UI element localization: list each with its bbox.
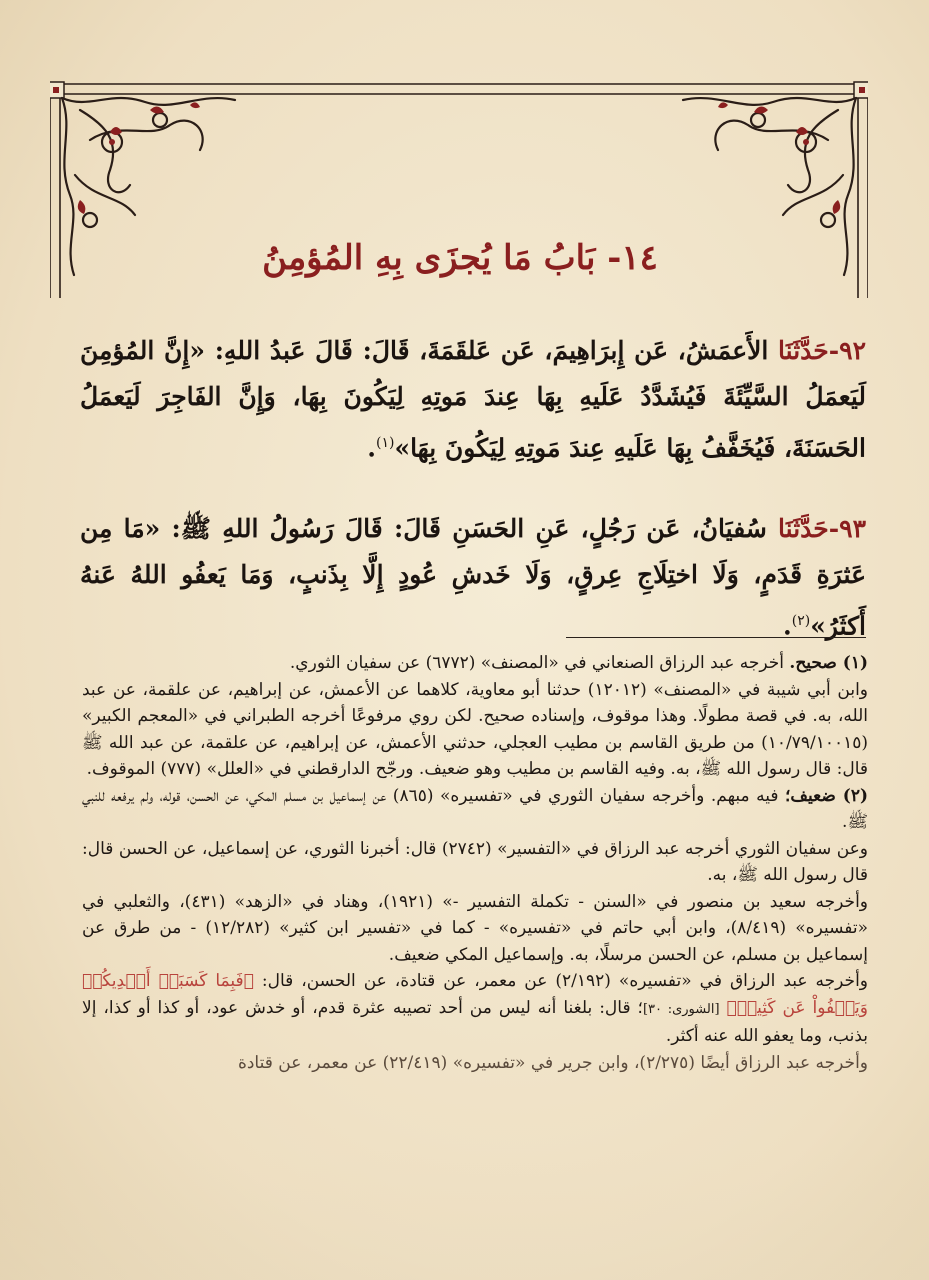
- hadith-narration-word: حَدَّثَنَا: [778, 514, 829, 543]
- chapter-title: ١٤- بَابُ مَا يُجزَى بِهِ المُؤمِنُ: [262, 238, 658, 278]
- hadith-text: سُفيَانُ، عَن رَجُلٍ، عَنِ الحَسَنِ قَالَ: قَالَ رَسُولُ اللهِ ﷺ: «مَا مِن عَثرَةِ قَدَمٍ، وَلَا اختِلَاجِ عِرقٍ، وَلَا خَدشِ عُودٍ إِلَّا بِذَنبٍ، وَمَا يَعفُو اللهُ عَنهُ أَكثَرُ»: [80, 514, 866, 641]
- footnote-1-body: وابن أبي شيبة في «المصنف» (١٢٠١٢) حدثنا أبو معاوية، كلاهما عن الأعمش، عن إبراهيم، عن علقمة، عن عبد الله، به. في قصة مطولًا. وهذا موقوف، وإسناده صحيح. لكن روي مرفوعًا أخرجه الطبراني في «المعجم الكبير» (١٠/٧٩/١٠٠١٥) من طريق القاسم بن مطيب العجلي، حدثني الأعمش، عن إبراهيم، عن علقمة، عن عبد الله ﷺ قال: قال رسول الله ﷺ، به. وفيه القاسم بن مطيب وهو ضعيف. ورجّح الدارقطني في «العلل» (٧٧٧) الموقوف.: [82, 679, 869, 779]
- verse-reference: [الشورى: ٣٠]: [642, 1001, 720, 1017]
- quran-verse: ﴿فَبِمَا كَسَبَتۡ أَيۡدِيكُمۡ وَيَعۡفُواْ عَن كَثِيرٖ﴾: [82, 971, 868, 1018]
- hadith-92: ٩٢-حَدَّثَنَا الأَعمَشُ، عَن إِبرَاهِيمَ، عَن عَلقَمَةَ، قَالَ: قَالَ عَبدُ اللهِ: «إِنَّ المُؤمِنَ لَيَعمَلُ السَّيِّئَةَ فَيُشَدَّدُ عَلَيهِ بِهَا عِندَ مَوتِهِ لِيَكُونَ بِهَا، وَإِنَّ الفَاجِرَ لَيَعمَلُ الحَسَنَةَ، فَيُخَفَّفُ بِهَا عَلَيهِ عِندَ مَوتِهِ لِيَكُونَ بِهَا»$^{(١)}$.: [80, 336, 866, 463]
- footnote-text: أخرجه عبد الرزاق الصنعاني في «المصنف» (٦٧٧٢) عن سفيان الثوري.: [289, 653, 784, 673]
- footnote-ref: (٢): [791, 613, 811, 629]
- hadith-narration-word: حَدَّثَنَا: [778, 336, 829, 365]
- hadith-number: ٩٢-: [828, 336, 866, 365]
- page-edge-shadow: [0, 1150, 929, 1280]
- footnote-text: قال: بلغنا أنه ليس من أحد تصيبه عثرة قدم، أو خدش عود، أو كذا أو كذا، إلا بذنب، وما يعفو الله عنه أكثر.: [82, 997, 868, 1046]
- hadith-93: ٩٣-حَدَّثَنَا سُفيَانُ، عَن رَجُلٍ، عَنِ الحَسَنِ قَالَ: قَالَ رَسُولُ اللهِ ﷺ: «مَا مِن عَثرَةِ قَدَمٍ، وَلَا اختِلَاجِ عِرقٍ، وَلَا خَدشِ عُودٍ إِلَّا بِذَنبٍ، وَمَا يَعفُو اللهُ عَنهُ أَكثَرُ»$^{(٢)}$.: [80, 514, 866, 641]
- footnote-1-line-1: [82, 650, 868, 677]
- footnote-2-grade: (٢) ضعيف؛: [785, 785, 869, 806]
- hadith-text: الأَعمَشُ، عَن إِبرَاهِيمَ، عَن عَلقَمَةَ، قَالَ: قَالَ عَبدُ اللهِ: «إِنَّ المُؤمِنَ لَيَعمَلُ السَّيِّئَةَ فَيُشَدَّدُ عَلَيهِ بِهَا عِندَ مَوتِهِ لِيَكُونَ بِهَا، وَإِنَّ الفَاجِرَ لَيَعمَلُ الحَسَنَةَ، فَيُخَفَّفُ بِهَا عَلَيهِ عِندَ مَوتِهِ لِيَكُونَ بِهَا»: [80, 336, 866, 463]
- footnote-divider: [566, 637, 866, 638]
- footnote-1-grade: (١) صحيح.: [789, 653, 868, 673]
- footnote-2-line-1: [82, 783, 868, 836]
- footnote-2-para-2: وعن سفيان الثوري أخرجه عبد الرزاق في «التفسير» (٢٧٤٢) قال: أخبرنا الثوري، عن إسماعيل، عن الحسن قال: قال رسول الله ﷺ، به.: [82, 838, 868, 885]
- footnote-text: وأخرجه عبد الرزاق في «تفسيره» (٢/١٩٢) عن معمر، عن قتادة، عن الحسن، قال:: [261, 971, 869, 991]
- footnote-2-para-5: وأخرجه عبد الرزاق أيضًا (٢/٢٧٥)، وابن جرير في «تفسيره» (٢٢/٤١٩) عن معمر، عن قتادة: [237, 1052, 868, 1073]
- hadith-number: ٩٣-: [828, 514, 866, 543]
- footnote-text: فيه مبهم. وأخرجه سفيان الثوري في «تفسيره» (٨٦٥) عن إسماعيل بن مسلم المكي، عن الحسن، قوله، ولم يرفعه للنبي ﷺ.: [82, 785, 868, 832]
- footnote-2-para-3: وأخرجه سعيد بن منصور في «السنن - تكملة التفسير -» (١٩٢١)، وهناد في «الزهد» (٤٣١)، والثعلبي في «تفسيره» (٨/٤١٩)، وابن أبي حاتم في «تفسيره» - كما في «تفسير ابن كثير» (١٢/٢٨٢) - من طرق عن إسماعيل بن مسلم، عن الحسن مرسلًا، به. وإسماعيل المكي ضعيف.: [82, 891, 868, 965]
- footnote-2-para-4: وأخرجه عبد الرزاق في «تفسيره» (٢/١٩٢) عن معمر، عن قتادة، عن الحسن، قال: ﴿فَبِمَا كَسَبَتۡ أَيۡدِيكُمۡ وَيَعۡفُواْ عَن كَثِيرٖ﴾ [الشورى: ٣٠]؛ قال: بلغنا أنه ليس من أحد تصيبه عثرة قدم، أو خدش عود، أو كذا أو كذا، إلا بذنب، وما يعفو الله عنه أكثر.: [82, 971, 869, 1046]
- footnotes: [82, 650, 868, 1076]
- footnote-ref: (١): [375, 435, 395, 451]
